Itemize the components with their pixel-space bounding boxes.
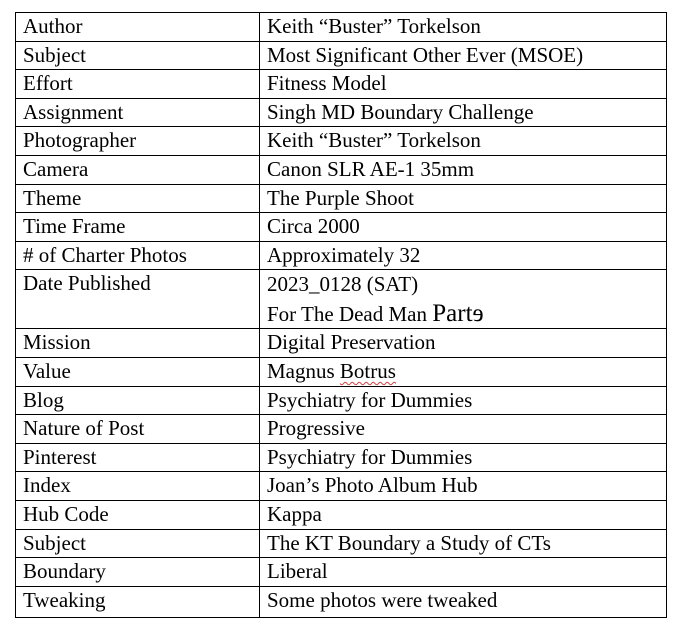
row-label: Blog xyxy=(16,386,260,415)
line-2-large-word: Partɘ xyxy=(432,300,484,328)
spellcheck-flagged-word: Botrus xyxy=(339,358,396,383)
table-row xyxy=(16,357,667,386)
row-value: Most Significant Other Ever (MSOE) xyxy=(260,41,667,70)
row-value: Fitness Model xyxy=(260,70,667,99)
row-label: Mission xyxy=(16,329,260,358)
row-label: Index xyxy=(16,472,260,501)
row-value-line-2 xyxy=(267,299,666,328)
row-label: Theme xyxy=(16,184,260,213)
row-label: Author xyxy=(16,13,260,42)
row-value-multiline xyxy=(260,270,667,329)
table-row xyxy=(16,270,667,329)
table-row xyxy=(16,386,667,415)
table-row xyxy=(16,41,667,70)
row-value: Singh MD Boundary Challenge xyxy=(260,98,667,127)
row-label: Subject xyxy=(16,41,260,70)
value-text: Magnus xyxy=(267,358,340,383)
row-value: Approximately 32 xyxy=(260,241,667,270)
table-row xyxy=(16,529,667,558)
row-value: Digital Preservation xyxy=(260,329,667,358)
row-value: The KT Boundary a Study of CTs xyxy=(260,529,667,558)
row-label: Tweaking xyxy=(16,586,260,617)
row-value: Liberal xyxy=(260,558,667,587)
row-value: Keith “Buster” Torkelson xyxy=(260,13,667,42)
table-row xyxy=(16,213,667,242)
table-row xyxy=(16,558,667,587)
row-label: # of Charter Photos xyxy=(16,241,260,270)
line-2-text: For The Dead Man xyxy=(267,302,433,327)
row-value: Kappa xyxy=(260,500,667,529)
row-label: Boundary xyxy=(16,558,260,587)
row-value: Some photos were tweaked xyxy=(260,586,667,617)
row-label: Subject xyxy=(16,529,260,558)
row-value: Canon SLR AE-1 35mm xyxy=(260,155,667,184)
row-label: Pinterest xyxy=(16,443,260,472)
row-label: Nature of Post xyxy=(16,415,260,444)
table-row xyxy=(16,443,667,472)
row-label: Date Published xyxy=(16,270,260,329)
table-row xyxy=(16,241,667,270)
table-row xyxy=(16,70,667,99)
row-label: Photographer xyxy=(16,127,260,156)
row-label: Value xyxy=(16,357,260,386)
row-label: Effort xyxy=(16,70,260,99)
row-value: Keith “Buster” Torkelson xyxy=(260,127,667,156)
row-value xyxy=(260,357,667,386)
row-value-line-1: 2023_0128 (SAT) xyxy=(267,272,419,297)
row-label: Hub Code xyxy=(16,500,260,529)
table-row xyxy=(16,184,667,213)
row-value: Psychiatry for Dummies xyxy=(260,443,667,472)
row-value: Joan’s Photo Album Hub xyxy=(260,472,667,501)
metadata-table xyxy=(15,12,667,618)
row-value: Circa 2000 xyxy=(260,213,667,242)
row-label: Assignment xyxy=(16,98,260,127)
table-row xyxy=(16,415,667,444)
row-label: Time Frame xyxy=(16,213,260,242)
row-label: Camera xyxy=(16,155,260,184)
table-row xyxy=(16,127,667,156)
table-row xyxy=(16,472,667,501)
table-row xyxy=(16,500,667,529)
row-value: Psychiatry for Dummies xyxy=(260,386,667,415)
table-row xyxy=(16,13,667,42)
table-row xyxy=(16,586,667,617)
table-row xyxy=(16,155,667,184)
table-row xyxy=(16,98,667,127)
row-value: The Purple Shoot xyxy=(260,184,667,213)
table-row xyxy=(16,329,667,358)
row-value: Progressive xyxy=(260,415,667,444)
